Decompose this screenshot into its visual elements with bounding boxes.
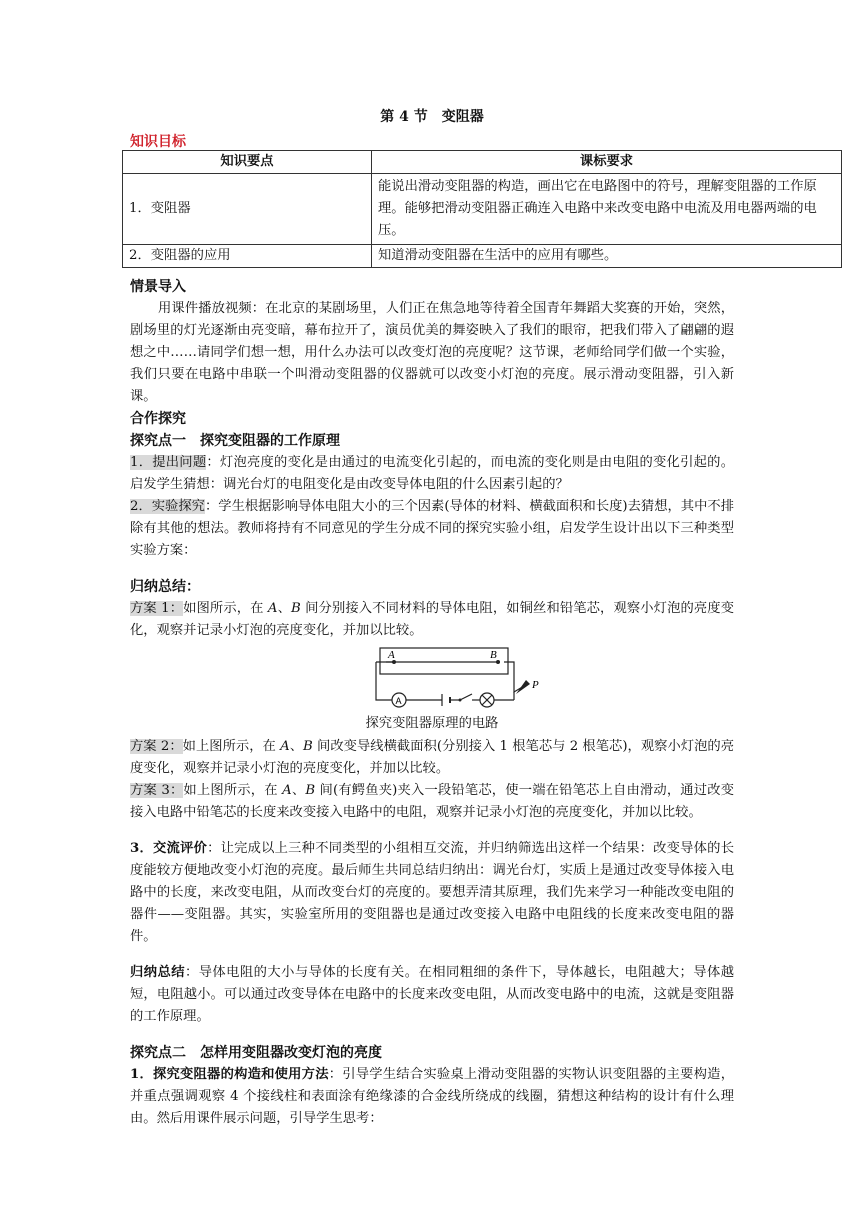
table-cell: 能说出滑动变阻器的构造，画出它在电路图中的符号，理解变阻器的工作原理。能够把滑动变阻器正确连入电路中来改变电路中电流及用电器两端的电压。: [372, 174, 842, 245]
knowledge-goals-table: [122, 150, 842, 268]
label-a: A: [388, 649, 395, 661]
intro-heading: 情景导入: [130, 279, 186, 295]
question-1: 1．提出问题：灯泡亮度的变化是由通过的电流变化引起的，而电流的变化则是由电阻的变化引起的。启发学生猜想：调光台灯的电阻变化是由改变导体电阻的什么因素引起的？: [130, 455, 734, 492]
plan-3: 方案 3：如上图所示，在 A、B 间(有鳄鱼夹)夹入一段铅笔芯，使一端在铅笔芯上自由滑动，通过改变接入电路中铅笔芯的长度来改变接入电路中的电阻，观察并记录小灯泡的亮度变化，并加以比较。: [130, 783, 734, 820]
knowledge-goals-heading: 知识目标: [130, 134, 186, 150]
plan-1: 方案 1：如图所示，在 A、B 间分别接入不同材料的导体电阻，如铜丝和铅笔芯，观察小灯泡的亮度变化，观察并记录小灯泡的亮度变化，并加以比较。: [130, 601, 735, 638]
figure-caption: 探究变阻器原理的电路: [365, 716, 499, 731]
point2-question-1: 1．探究变阻器的构造和使用方法：引导学生结合实验桌上滑动变阻器的实物认识变阻器的主要构造，并重点强调观察 4 个接线柱和表面涂有绝缘漆的合金线所绕成的线圈，猜想这种结构的设计有什么理由。然后用课件展示问题，引导学生思考：: [130, 1067, 734, 1126]
conductor-box: [380, 648, 508, 674]
summary-heading: 归纳总结：: [130, 579, 200, 595]
conclusion: 归纳总结：导体电阻的大小与导体的长度有关。在相同粗细的条件下，导体越长，电阻越大；导体越短，电阻越小。可以通过改变导体在电路中的长度来改变电阻，从而改变电路中的电流，这就是变阻器的工作原理。: [130, 965, 735, 1024]
table-cell: 知道滑动变阻器在生活中的应用有哪些。: [372, 245, 842, 268]
plan-3-label: 方案 3：: [130, 783, 184, 798]
question-2-label: 2．实验探究: [130, 499, 205, 514]
table-row: [123, 174, 842, 245]
plan-2-label: 方案 2：: [130, 739, 183, 754]
table-header: 课标要求: [372, 151, 842, 174]
table-header-row: [123, 151, 842, 174]
table-header: 知识要点: [123, 151, 372, 174]
document-page: [129, 108, 817, 1130]
question-2: 2．实验探究：学生根据影响导体电阻大小的三个因素(导体的材料、横截面积和长度)去猜想，其中不排除有其他的想法。教师将持有不同意见的学生分成不同的探究实验小组，启发学生设计出以下三种类型实验方案：: [130, 499, 735, 558]
explore-heading: 合作探究: [130, 411, 186, 427]
clip-icon: [516, 680, 530, 694]
switch-icon: [460, 694, 472, 700]
plan-2: 方案 2：如上图所示，在 A、B 间改变导线横截面积(分别接入 1 根笔芯与 2 根笔芯)，观察小灯泡的亮度变化，观察并记录小灯泡的亮度变化，并加以比较。: [130, 739, 735, 776]
plan-1-label: 方案 1：: [130, 601, 184, 616]
page-title: 第 4 节 变阻器: [380, 109, 484, 125]
table-cell: 1．变阻器: [123, 174, 372, 245]
label-p: P: [532, 679, 539, 691]
table-row: [123, 245, 842, 268]
point2-heading: 探究点二 怎样用变阻器改变灯泡的亮度: [130, 1045, 382, 1061]
circuit-figure: [130, 642, 734, 736]
question-1-label: 1．提出问题: [130, 455, 207, 470]
table-cell: 2．变阻器的应用: [123, 245, 372, 268]
circuit-diagram: [364, 642, 544, 716]
point2-question-1-label: 1．探究变阻器的构造和使用方法: [130, 1067, 329, 1082]
question-3: 3．交流评价：让完成以上三种不同类型的小组相互交流，并归纳筛选出这样一个结果：改变导体的长度能较方便地改变小灯泡的亮度。最后师生共同总结归纳出：调光台灯，实质上是通过改变导体接入电路中的长度，来改变电阻，从而改变台灯的亮度的。要想弄清其原理，我们先来学习一种能改变电阻的器件——变阻器。其实，实验室所用的变阻器也是通过改变接入电路中电阻线的长度来改变电阻的器件。: [130, 841, 734, 944]
conclusion-label: 归纳总结: [130, 965, 185, 980]
point1-heading: 探究点一 探究变阻器的工作原理: [130, 433, 340, 449]
intro-paragraph: 用课件播放视频：在北京的某剧场里，人们正在焦急地等待着全国青年舞蹈大奖赛的开始，突然，剧场里的灯光逐渐由亮变暗，幕布拉开了，演员优美的舞姿映入了我们的眼帘，把我们带入了翩翩的遐想之中……请同学们想一想，用什么办法可以改变灯泡的亮度呢？这节课，老师给同学们做一个实验，我们只要在电路中串联一个叫滑动变阻器的仪器就可以改变小灯泡的亮度。展示滑动变阻器，引入新课。: [130, 301, 734, 404]
ammeter-label: A: [395, 696, 402, 706]
label-b: B: [490, 649, 497, 661]
question-3-label: 3．交流评价: [130, 841, 208, 856]
